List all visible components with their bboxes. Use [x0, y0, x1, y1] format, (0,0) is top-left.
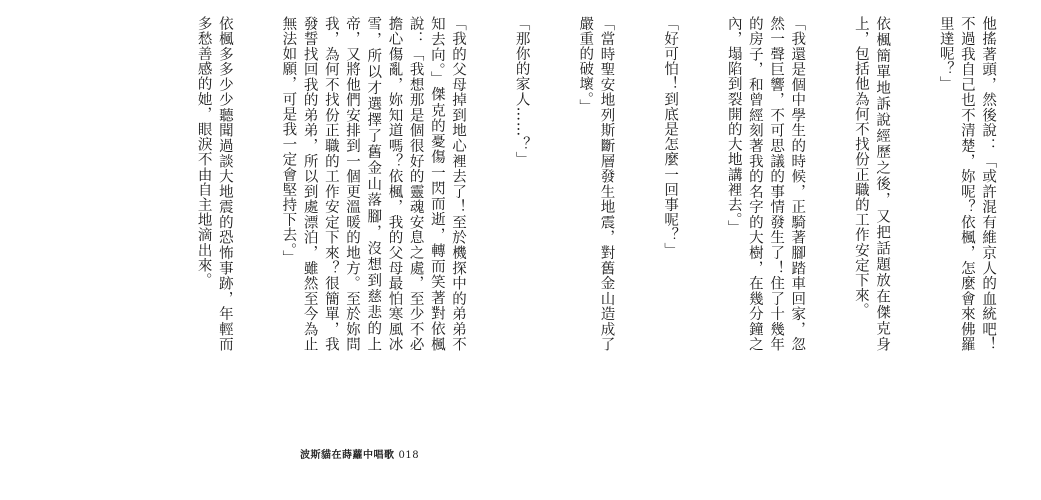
paragraph: 他搖著頭，然後說：「或許混有維京人的血統吧！不過我自己也不清楚，妳呢？依楓，怎麼會來佛羅里達呢？」: [937, 16, 997, 352]
page-number: 018: [398, 450, 420, 461]
book-title: 波斯貓在蒔蘿中唱歌: [300, 450, 395, 461]
paragraph: 依楓多多少少聽聞過談大地震的恐怖事跡，年輕而多愁善感的她，眼淚不由自主地滴出來。: [195, 16, 233, 352]
paragraph: 「那你的家人……？」: [513, 16, 530, 167]
paragraph: 「我的父母掉到地心裡去了！至於機探中的弟弟不知去向。」傑克的憂傷一閃而逝，轉而笑著對依楓說：「我想那是個很好的靈魂安息之處，至少不必擔心傷亂，妳知道嗎？依楓，我的父母最怕寒風冰雪，所以才選擇了舊金山落腳，沒想到慈悲的上帝，又將他們安排到一個更溫暖的地方。至於妳問我，為何不找份正職的工作安定下來？很簡單，我發誓找回我的弟弟，所以到處漂泊，雖然至今為止無法如願，可是我一定會堅持下去。」: [280, 16, 467, 352]
body-text: [150, 16, 1041, 352]
page-footer: [300, 446, 420, 461]
paragraph: 依楓簡單地訴說經歷之後，又把話題放在傑克身上，包括他為何不找份正職的工作安定下來。: [852, 16, 891, 352]
paragraph: 「我還是個中學生的時候，正騎著腳踏車回家，忽然一聲巨響，不可思議的事情發生了！住了十幾年的房子，和曾經刻著我的名字的大樹，在幾分鐘之內，塌陷到裂開的大地講裡去。」: [725, 16, 806, 352]
paragraph: 「當時聖安地列斯斷層發生地震，對舊金山造成了嚴重的破壞。」: [577, 16, 615, 352]
paragraph: 「好可怕！到底是怎麼一回事呢？」: [662, 16, 679, 258]
